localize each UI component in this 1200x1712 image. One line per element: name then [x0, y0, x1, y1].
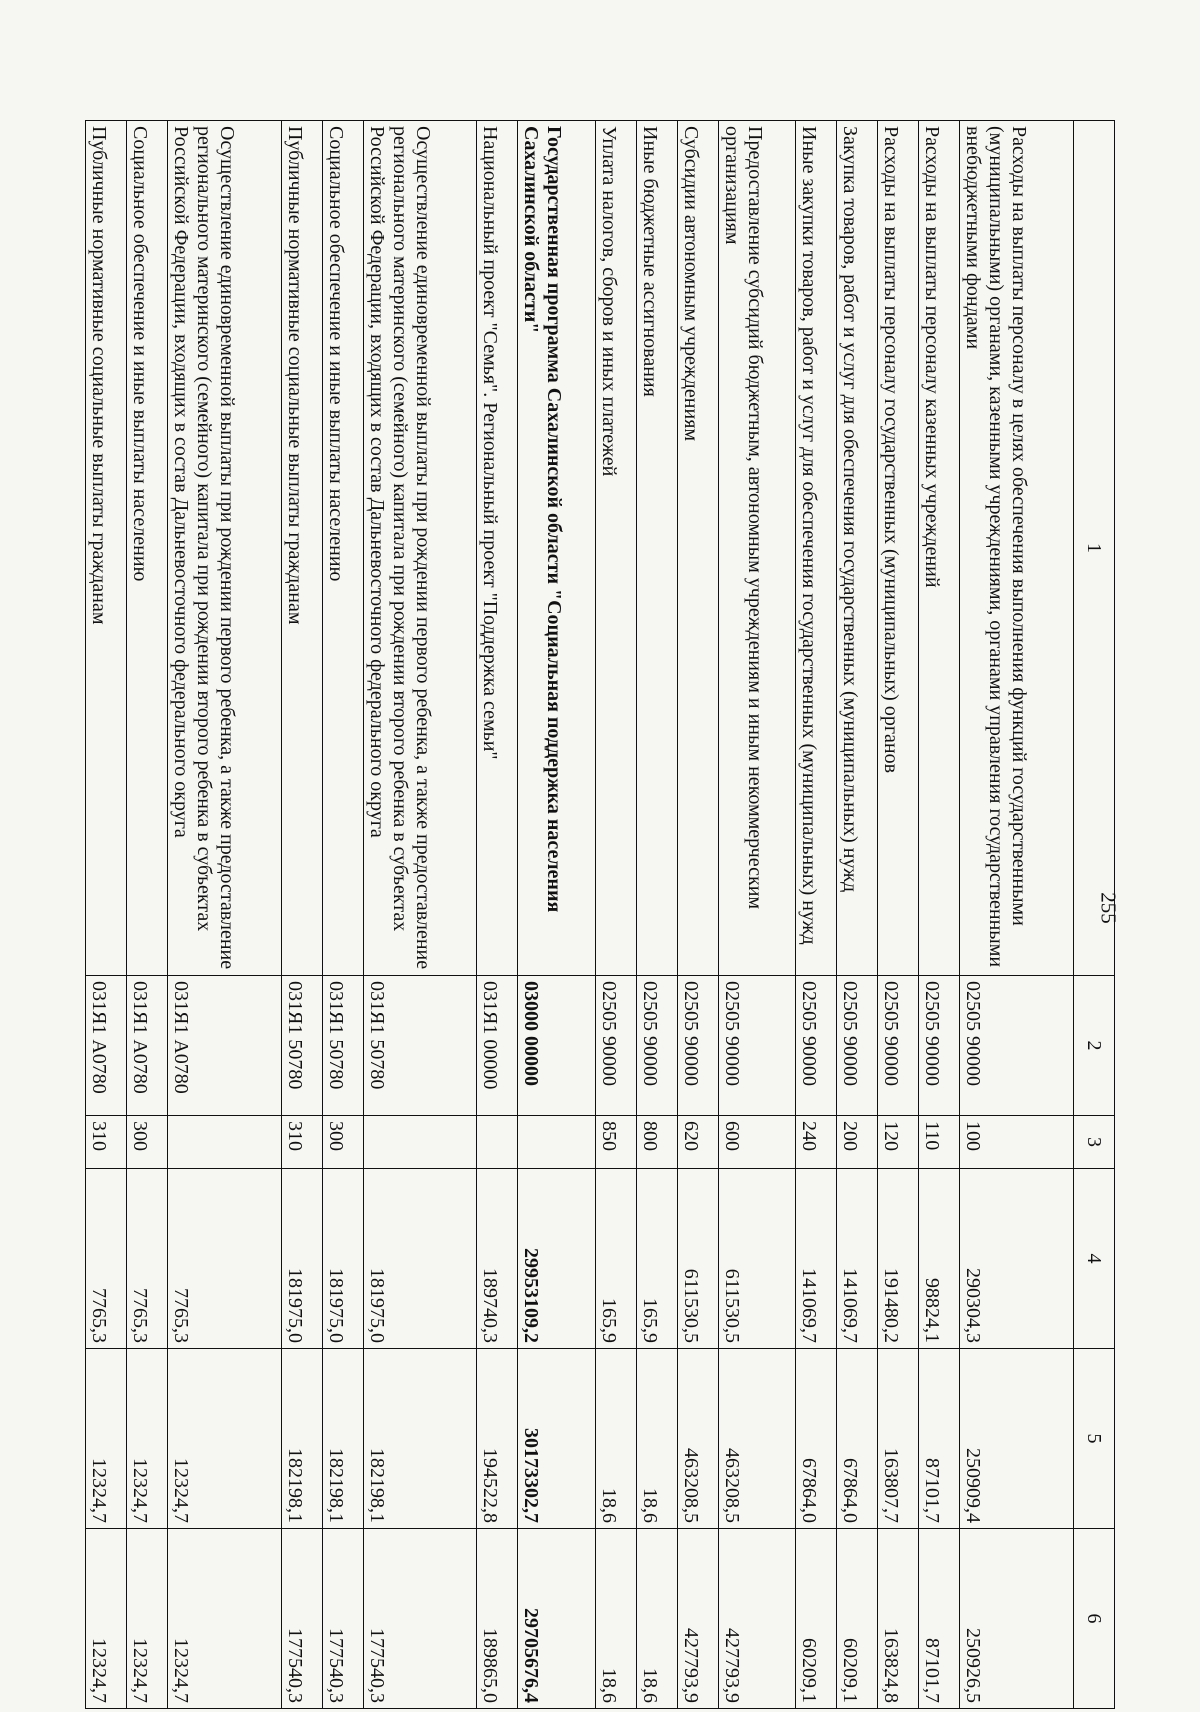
- amount-col6-cell: 60209,1: [796, 1529, 837, 1709]
- amount-col4-cell: 181975,0: [281, 1169, 322, 1349]
- expense-type-cell: 600: [718, 1116, 795, 1169]
- amount-col4-cell: 189740,3: [477, 1169, 518, 1349]
- target-code-cell: 02505 90000: [796, 976, 837, 1116]
- expense-type-cell: [168, 1116, 282, 1169]
- expense-type-cell: [363, 1116, 477, 1169]
- table-row: [718, 121, 795, 1709]
- amount-col5-cell: 12324,7: [168, 1349, 282, 1529]
- amount-col5-cell: 12324,7: [127, 1349, 168, 1529]
- table-row: [86, 121, 127, 1709]
- expense-type-cell: 100: [960, 1116, 1074, 1169]
- amount-col6-cell: 18,6: [595, 1529, 636, 1709]
- header-cell-3: 3: [1073, 1116, 1114, 1169]
- target-code-cell: 02505 90000: [878, 976, 919, 1116]
- target-code-cell: 02505 90000: [960, 976, 1074, 1116]
- expense-type-cell: 120: [878, 1116, 919, 1169]
- amount-col6-cell: 12324,7: [86, 1529, 127, 1709]
- table-header-row: [1073, 121, 1114, 1709]
- amount-col6-cell: 163824,8: [878, 1529, 919, 1709]
- expense-type-cell: [518, 1116, 595, 1169]
- amount-col5-cell: 163807,7: [878, 1349, 919, 1529]
- table-row: [837, 121, 878, 1709]
- table-row: [919, 121, 960, 1709]
- table-row: [636, 121, 677, 1709]
- expense-type-cell: 300: [127, 1116, 168, 1169]
- amount-col5-cell: 12324,7: [86, 1349, 127, 1529]
- expense-type-cell: 200: [837, 1116, 878, 1169]
- expense-type-cell: 240: [796, 1116, 837, 1169]
- amount-col5-cell: 18,6: [595, 1349, 636, 1529]
- expense-name-cell: Иные бюджетные ассигнования: [636, 121, 677, 976]
- expense-name-cell: Осуществление единовременной выплаты при рождении первого ребенка, а также предоставление регионального материнского (семейного) капитала при рождении второго ребенка в субъектах Российской Федерации, входящих в состав Дальневосточного федерального округа: [168, 121, 282, 976]
- target-code-cell: 031Я1 50780: [363, 976, 477, 1116]
- expense-name-cell: Публичные нормативные социальные выплаты гражданам: [86, 121, 127, 976]
- amount-col6-cell: 189865,0: [477, 1529, 518, 1709]
- amount-col5-cell: 463208,5: [718, 1349, 795, 1529]
- header-cell-1: 1: [1073, 121, 1114, 976]
- amount-col4-cell: 7765,3: [86, 1169, 127, 1349]
- expense-name-cell: Социальное обеспечение и иные выплаты населению: [322, 121, 363, 976]
- amount-col5-cell: 30173302,7: [518, 1349, 595, 1529]
- target-code-cell: 03000 00000: [518, 976, 595, 1116]
- table-row: [595, 121, 636, 1709]
- amount-col5-cell: 18,6: [636, 1349, 677, 1529]
- table-row: [878, 121, 919, 1709]
- amount-col6-cell: 29705676,4: [518, 1529, 595, 1709]
- amount-col4-cell: 611530,5: [677, 1169, 718, 1349]
- header-cell-4: 4: [1073, 1169, 1114, 1349]
- amount-col4-cell: 141069,7: [796, 1169, 837, 1349]
- amount-col4-cell: 7765,3: [168, 1169, 282, 1349]
- amount-col6-cell: 87101,7: [919, 1529, 960, 1709]
- header-cell-5: 5: [1073, 1349, 1114, 1529]
- expense-name-cell: Социальное обеспечение и иные выплаты населению: [127, 121, 168, 976]
- table-row: [281, 121, 322, 1709]
- expense-type-cell: 300: [322, 1116, 363, 1169]
- amount-col6-cell: 18,6: [636, 1529, 677, 1709]
- expense-name-cell: Расходы на выплаты персоналу в целях обеспечения выполнения функций государственными (муниципальными) органами, казенными учреждениями, органами управления государственными внебюджетными фондами: [960, 121, 1074, 976]
- amount-col5-cell: 463208,5: [677, 1349, 718, 1529]
- target-code-cell: 02505 90000: [718, 976, 795, 1116]
- amount-col5-cell: 194522,8: [477, 1349, 518, 1529]
- amount-col6-cell: 12324,7: [168, 1529, 282, 1709]
- expense-type-cell: 310: [86, 1116, 127, 1169]
- target-code-cell: 02505 90000: [837, 976, 878, 1116]
- budget-table: [85, 120, 1115, 1709]
- amount-col5-cell: 182198,1: [322, 1349, 363, 1529]
- amount-col4-cell: 290304,3: [960, 1169, 1074, 1349]
- expense-type-cell: 310: [281, 1116, 322, 1169]
- amount-col4-cell: 29953109,2: [518, 1169, 595, 1349]
- amount-col6-cell: 177540,3: [281, 1529, 322, 1709]
- target-code-cell: 02505 90000: [919, 976, 960, 1116]
- target-code-cell: 031Я1 А0780: [127, 976, 168, 1116]
- amount-col5-cell: 250909,4: [960, 1349, 1074, 1529]
- target-code-cell: 031Я1 50780: [281, 976, 322, 1116]
- amount-col4-cell: 191480,2: [878, 1169, 919, 1349]
- header-cell-6: 6: [1073, 1529, 1114, 1709]
- expense-name-cell: Иные закупки товаров, работ и услуг для обеспечения государственных (муниципальных) нужд: [796, 121, 837, 976]
- amount-col6-cell: 177540,3: [322, 1529, 363, 1709]
- expense-name-cell: Осуществление единовременной выплаты при рождении первого ребенка, а также предоставление регионального материнского (семейного) капитала при рождении второго ребенка в субъектах Российской Федерации, входящих в состав Дальневосточного федерального округа: [363, 121, 477, 976]
- expense-name-cell: Субсидии автономным учреждениям: [677, 121, 718, 976]
- table-row: [127, 121, 168, 1709]
- amount-col4-cell: 165,9: [595, 1169, 636, 1349]
- amount-col4-cell: 98824,1: [919, 1169, 960, 1349]
- amount-col5-cell: 182198,1: [281, 1349, 322, 1529]
- amount-col5-cell: 67864,0: [837, 1349, 878, 1529]
- expense-name-cell: Национальный проект "Семья". Региональный проект "Поддержка семьи": [477, 121, 518, 976]
- expense-name-cell: Закупка товаров, работ и услуг для обеспечения государственных (муниципальных) нужд: [837, 121, 878, 976]
- target-code-cell: 02505 90000: [677, 976, 718, 1116]
- expense-type-cell: 850: [595, 1116, 636, 1169]
- table-row: [518, 121, 595, 1709]
- amount-col5-cell: 87101,7: [919, 1349, 960, 1529]
- amount-col4-cell: 611530,5: [718, 1169, 795, 1349]
- target-code-cell: 031Я1 00000: [477, 976, 518, 1116]
- amount-col6-cell: 250926,5: [960, 1529, 1074, 1709]
- table-row: [677, 121, 718, 1709]
- table-row: [960, 121, 1074, 1709]
- amount-col4-cell: 141069,7: [837, 1169, 878, 1349]
- expense-type-cell: 620: [677, 1116, 718, 1169]
- amount-col4-cell: 181975,0: [322, 1169, 363, 1349]
- rotated-table-container: [85, 120, 1115, 1708]
- expense-type-cell: 800: [636, 1116, 677, 1169]
- table-row: [168, 121, 282, 1709]
- target-code-cell: 031Я1 50780: [322, 976, 363, 1116]
- table-row: [322, 121, 363, 1709]
- amount-col6-cell: 60209,1: [837, 1529, 878, 1709]
- amount-col6-cell: 427793,9: [677, 1529, 718, 1709]
- expense-name-cell: Публичные нормативные социальные выплаты гражданам: [281, 121, 322, 976]
- expense-name-cell: Расходы на выплаты персоналу государственных (муниципальных) органов: [878, 121, 919, 976]
- budget-table-body: [86, 121, 1115, 1709]
- amount-col6-cell: 427793,9: [718, 1529, 795, 1709]
- expense-name-cell: Уплата налогов, сборов и иных платежей: [595, 121, 636, 976]
- amount-col4-cell: 7765,3: [127, 1169, 168, 1349]
- target-code-cell: 031Я1 А0780: [168, 976, 282, 1116]
- expense-name-cell: Предоставление субсидий бюджетным, автономным учреждениям и иным некоммерческим организациям: [718, 121, 795, 976]
- page-number: 255: [1096, 892, 1121, 924]
- target-code-cell: 02505 90000: [636, 976, 677, 1116]
- amount-col5-cell: 182198,1: [363, 1349, 477, 1529]
- amount-col5-cell: 67864,0: [796, 1349, 837, 1529]
- target-code-cell: 031Я1 А0780: [86, 976, 127, 1116]
- expense-type-cell: 110: [919, 1116, 960, 1169]
- table-row: [796, 121, 837, 1709]
- header-cell-2: 2: [1073, 976, 1114, 1116]
- amount-col6-cell: 12324,7: [127, 1529, 168, 1709]
- table-row: [477, 121, 518, 1709]
- amount-col4-cell: 165,9: [636, 1169, 677, 1349]
- table-row: [363, 121, 477, 1709]
- expense-name-cell: Расходы на выплаты персоналу казенных учреждений: [919, 121, 960, 976]
- expense-type-cell: [477, 1116, 518, 1169]
- amount-col6-cell: 177540,3: [363, 1529, 477, 1709]
- target-code-cell: 02505 90000: [595, 976, 636, 1116]
- amount-col4-cell: 181975,0: [363, 1169, 477, 1349]
- expense-name-cell: Государственная программа Сахалинской области "Социальная поддержка населения Сахалинской области": [518, 121, 595, 976]
